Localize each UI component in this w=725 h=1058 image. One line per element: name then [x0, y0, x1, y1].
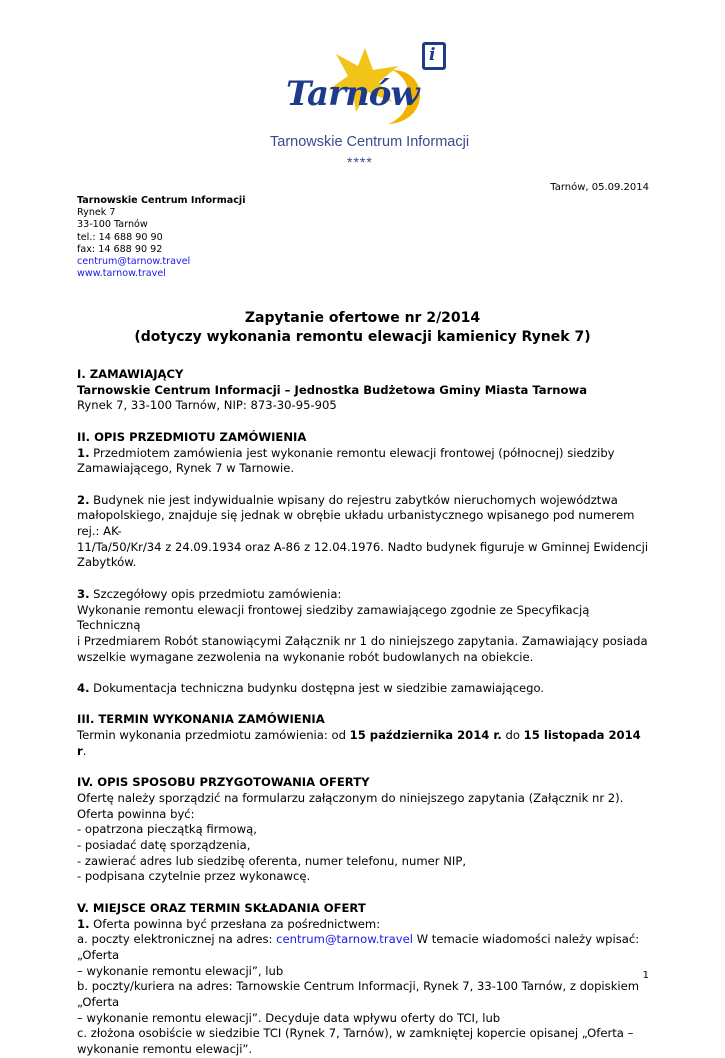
section-2-p2-line2: małopolskiego, znajduje się jednak w obrębie układu urbanistycznego wpisanego pod numerem rej.: AK- — [77, 508, 635, 538]
section-3-text-a: Termin wykonania przedmiotu zamówienia: od — [77, 728, 350, 743]
section-1-heading: I. ZAMAWIAJĄCY — [77, 367, 184, 381]
section-2-p2 — [77, 493, 651, 509]
section-2-p2-line1: Budynek nie jest indywidualnie wpisany do rejestru zabytków nieruchomych województwa — [89, 492, 618, 507]
section-2-p2-line3: 11/Ta/50/Kr/34 z 24.09.1934 oraz A-86 z 12.04.1976. Nadto budynek figuruje w Gminnej Ewidencji — [77, 539, 649, 554]
section-1-entity: Tarnowskie Centrum Informacji – Jednostka Budżetowa Gminy Miasta Tarnowa — [77, 382, 588, 397]
section-5-a-pre: a. poczty elektronicznej na adres: — [77, 932, 277, 947]
org-stars: **** — [347, 154, 373, 170]
section-2-p2-line4: Zabytków. — [77, 555, 137, 570]
section-3-text-c: . — [82, 743, 87, 758]
logo-badge-letter: i — [429, 45, 436, 65]
section-5-a-line2: – wykonanie remontu elewacji”, lub — [77, 963, 284, 978]
section-5-c-line1: c. złożona osobiście w siedzibie TCI (Rynek 7, Tarnów), w zamkniętej kopercie opisanej „Oferta – — [77, 1026, 634, 1041]
section-4-line2: Oferta powinna być: — [77, 806, 195, 821]
section-2-p1-num: 1. — [77, 445, 90, 460]
section-3-date-to: 15 listopada 2014 r — [77, 728, 641, 758]
section-1-address: Rynek 7, 33-100 Tarnów, NIP: 873-30-95-905 — [77, 398, 337, 413]
tarnow-logo — [280, 40, 450, 140]
list-item: - posiadać datę sporządzenia, — [77, 838, 251, 852]
section-2-p3-line4: wszelkie wymagane zezwolenia na wykonanie robót budowlanych na obiekcie. — [77, 649, 534, 664]
section-4-heading: IV. OPIS SPOSOBU PRZYGOTOWANIA OFERTY — [77, 775, 370, 790]
section-2-p1-line2: Zamawiającego, Rynek 7 w Tarnowie. — [77, 461, 295, 476]
section-5-a — [77, 932, 651, 963]
document-title — [0, 309, 725, 347]
list-item: - zawierać adres lub siedzibę oferenta, numer telefonu, numer NIP, — [77, 853, 467, 868]
list-item: - podpisana czytelnie przez wykonawcę. — [77, 869, 311, 884]
org-name: Tarnowskie Centrum Informacji — [270, 134, 470, 150]
title-line-1: Zapytanie ofertowe nr 2/2014 — [244, 310, 481, 326]
section-4-line1: Ofertę należy sporządzić na formularzu załączonym do niniejszego zapytania (Załącznik nr 2). — [77, 790, 624, 805]
offer-email-link[interactable]: centrum@tarnow.travel — [276, 932, 413, 947]
section-2-p3-line3: i Przedmiarem Robót stanowiącymi Załącznik nr 1 do niniejszego zapytania. Zamawiający posiada — [77, 633, 648, 648]
section-3-text — [77, 728, 651, 759]
section-5-b-line2: – wykonanie remontu elewacji”. Decyduje data wpływu oferty do TCI, lub — [77, 1010, 501, 1025]
sender-name: Tarnowskie Centrum Informacji — [77, 195, 246, 206]
section-2-p4 — [77, 681, 651, 697]
section-2-p3-line2: Wykonanie remontu elewacji frontowej siedziby zamawiającego zgodnie ze Specyfikacją Techniczną — [77, 602, 590, 633]
section-2-p4-line1: Dokumentacja techniczna budynku dostępna jest w siedzibie zamawiającego. — [89, 681, 545, 695]
logo-wordmark: Tarnów — [286, 74, 419, 114]
section-5-c-line2: wykonanie remontu elewacji”. — [77, 1042, 253, 1057]
section-5-p1-text: Oferta powinna być przesłana za pośrednictwem: — [89, 916, 381, 931]
section-2-p4-num: 4. — [77, 681, 90, 695]
sender-www-link[interactable]: www.tarnow.travel — [77, 268, 166, 280]
section-5-p1-num: 1. — [77, 916, 90, 931]
section-3-heading: III. TERMIN WYKONANIA ZAMÓWIENIA — [77, 712, 325, 727]
letter-date: Tarnów, 05.09.2014 — [550, 182, 649, 193]
sender-city: 33-100 Tarnów — [77, 219, 148, 231]
section-3-text-b: do — [501, 728, 524, 743]
page-number: 1 — [642, 970, 649, 981]
section-2-p3-line1: Szczegółowy opis przedmiotu zamówienia: — [89, 586, 342, 601]
section-2-p3 — [77, 587, 651, 603]
document-body — [77, 367, 651, 1058]
sender-tel: tel.: 14 688 90 90 — [77, 231, 163, 243]
section-5-b-line1: b. poczty/kuriera na adres: Tarnowskie Centrum Informacji, Rynek 7, 33-100 Tarnów, z dopiskiem „Oferta — [77, 979, 640, 1010]
section-2-p3-num: 3. — [77, 586, 90, 601]
section-3-date-from: 15 października 2014 r. — [349, 728, 502, 743]
sender-street: Rynek 7 — [77, 207, 116, 219]
section-5-p1 — [77, 917, 651, 933]
section-2-p1-line1: Przedmiotem zamówienia jest wykonanie remontu elewacji frontowej (północnej) siedziby — [89, 445, 615, 460]
section-2-p1 — [77, 446, 651, 462]
section-5-heading: V. MIEJSCE ORAZ TERMIN SKŁADANIA OFERT — [77, 900, 366, 915]
title-line-2: (dotyczy wykonania remontu elewacji kamienicy Rynek 7) — [134, 329, 591, 345]
list-item: - opatrzona pieczątką firmową, — [77, 822, 257, 837]
sender-fax: fax: 14 688 90 92 — [77, 243, 163, 255]
section-2-heading: II. OPIS PRZEDMIOTU ZAMÓWIENIA — [77, 429, 307, 444]
section-2-p2-num: 2. — [77, 492, 90, 507]
sender-block — [77, 195, 246, 280]
sender-email-link[interactable]: centrum@tarnow.travel — [77, 256, 191, 268]
section-5-a-post: W temacie wiadomości należy wpisać: „Oferta — [77, 932, 640, 962]
